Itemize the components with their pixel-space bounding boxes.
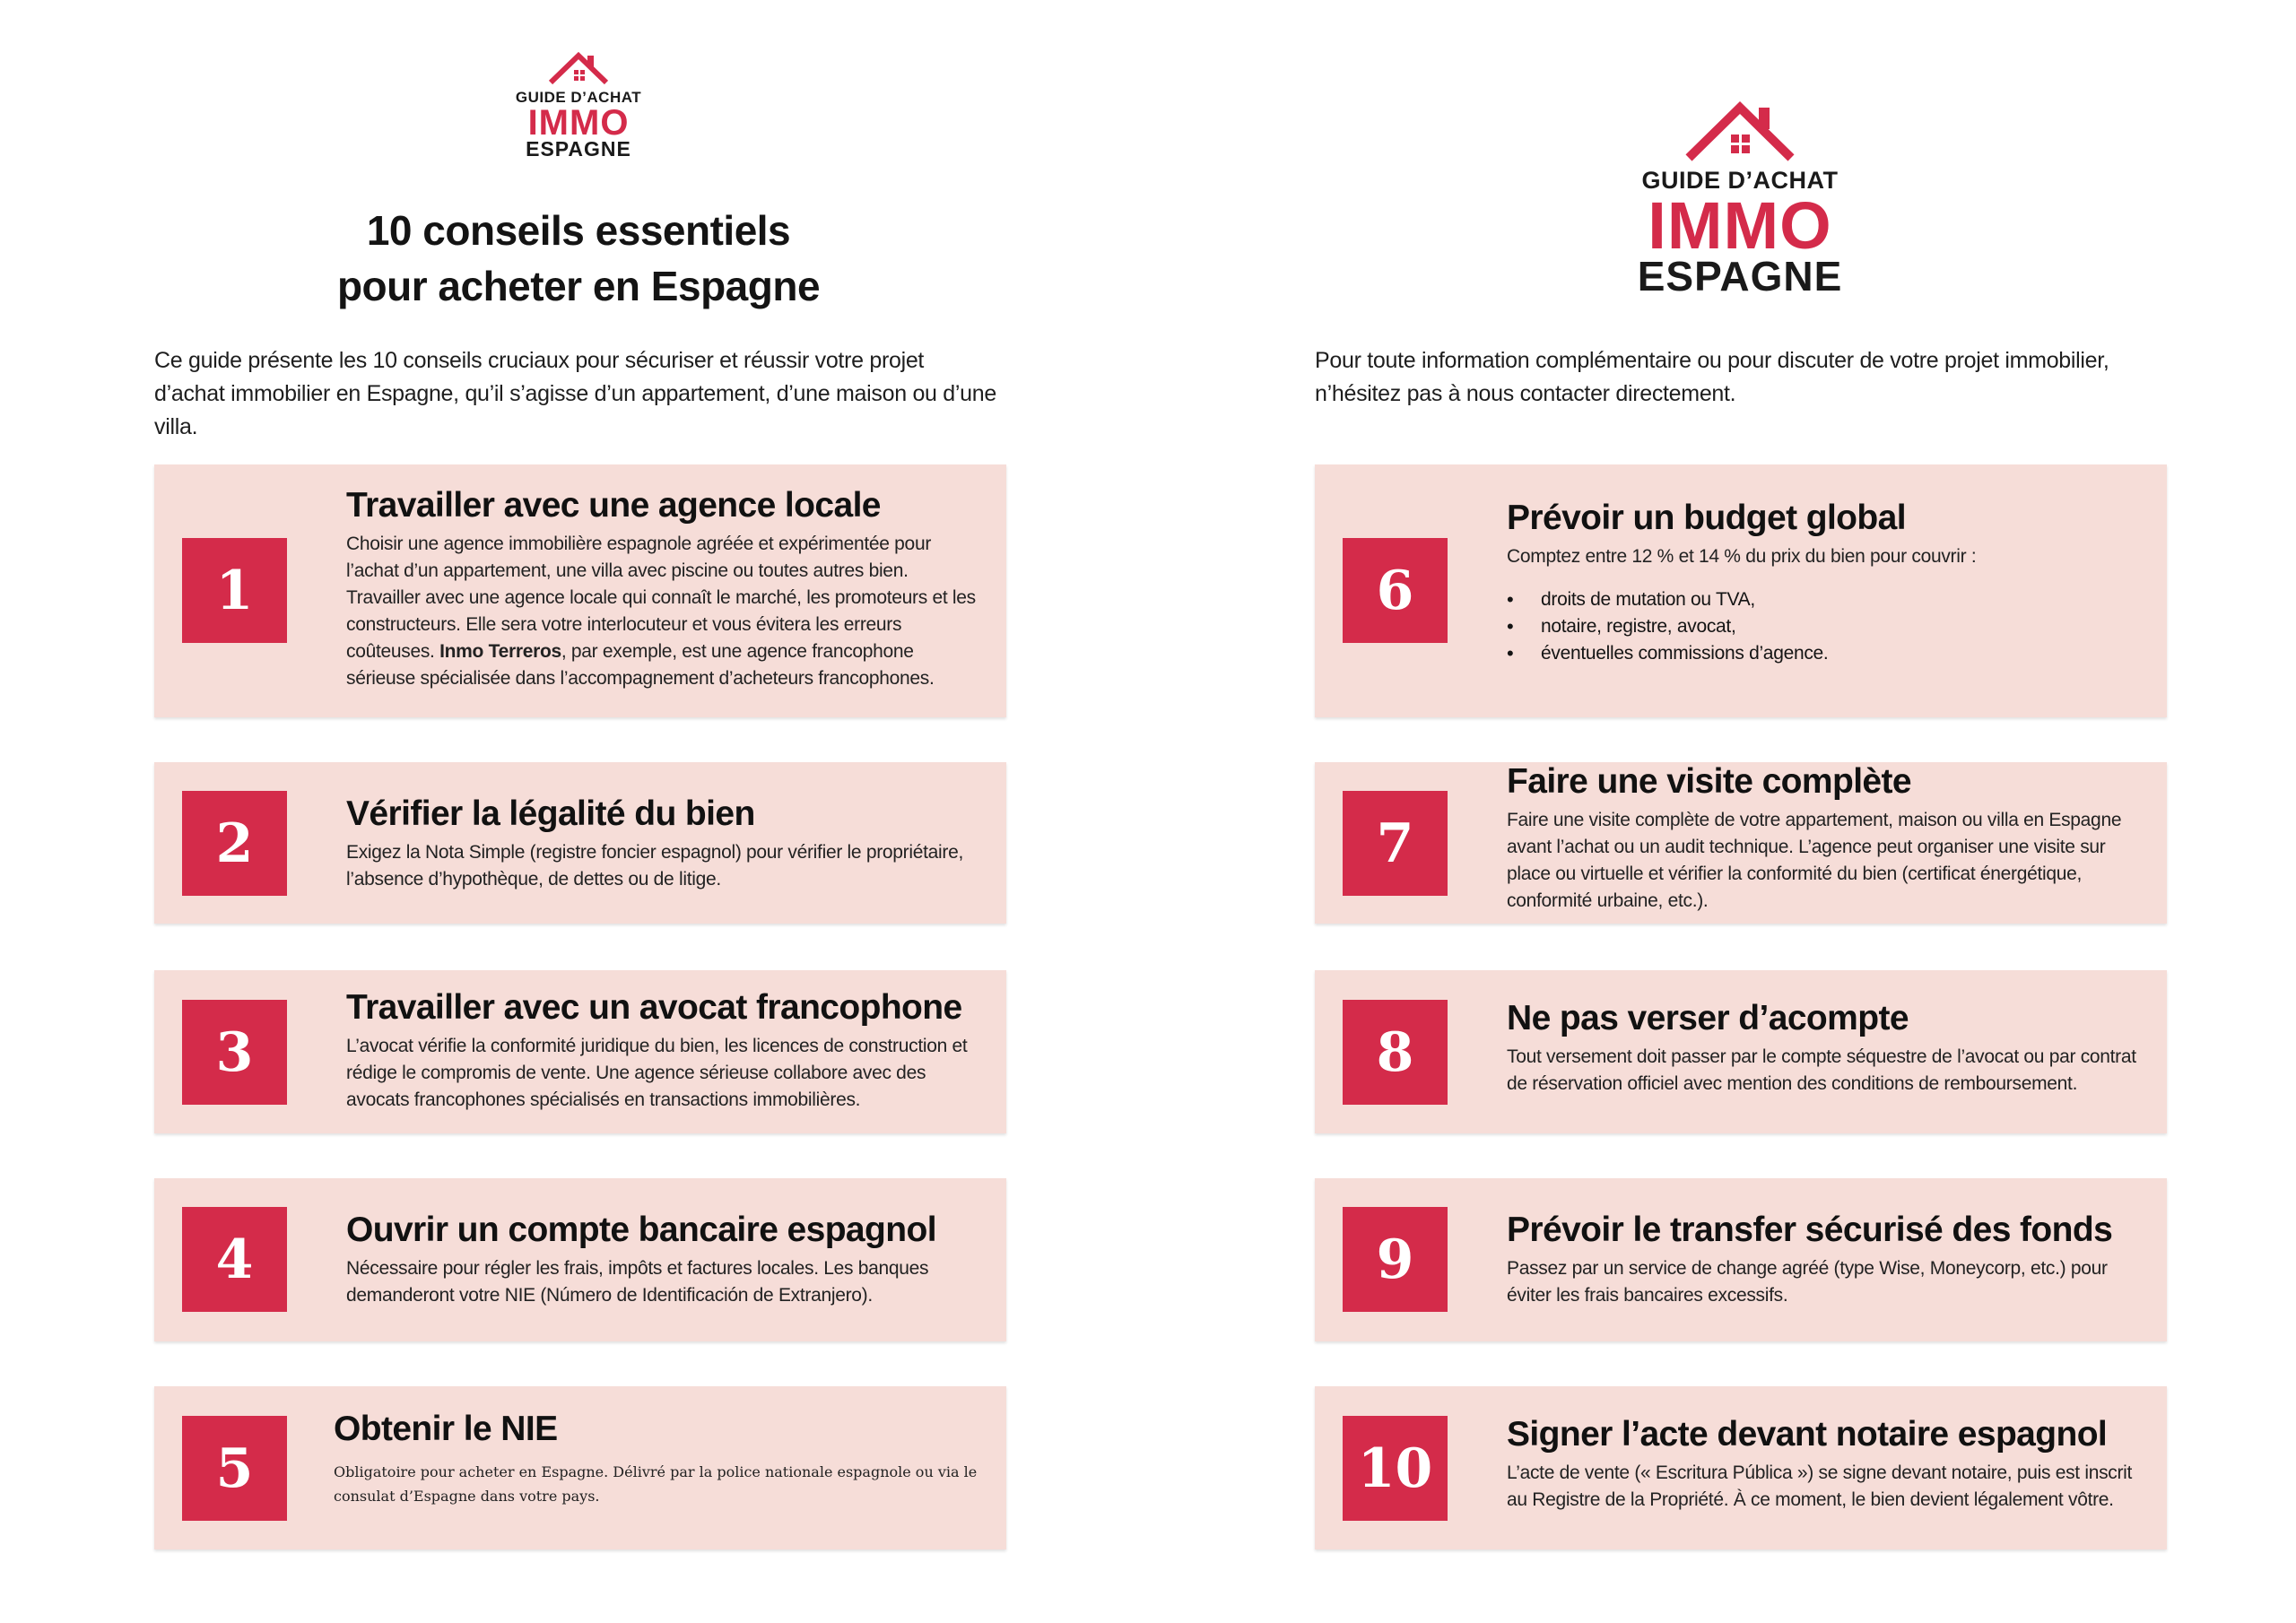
tip-card — [1315, 1386, 2167, 1549]
logo-line-1: GUIDE D’ACHAT — [1641, 167, 1839, 194]
logo-line-3: ESPAGNE — [526, 137, 631, 161]
brand-logo-small — [502, 50, 655, 160]
logo-line-2: IMMO — [527, 103, 630, 143]
tip-number: 1 — [182, 538, 287, 643]
list-item: • éventuelles commissions d’agence. — [1507, 640, 2140, 667]
page-title-line-2: pour acheter en Espagne — [336, 263, 821, 309]
tip-text: Exigez la Nota Simple (registre foncier espagnol) pour vérifier le propriétaire, l’absence d’hypothèque, de dettes ou de litige. — [346, 842, 963, 890]
list-item: • notaire, registre, avocat, — [1507, 613, 2140, 640]
tip-card — [154, 1386, 1006, 1549]
tip-title: Prévoir un budget global — [1507, 499, 1906, 537]
tip-title: Travailler avec une agence locale — [346, 486, 881, 525]
logo-line-2: IMMO — [1648, 188, 1832, 263]
tip-number: 4 — [182, 1207, 287, 1312]
tip-text: Tout versement doit passer par le compte séquestre de l’avocat ou par contrat de réservation officiel avec mention des conditions de remboursement. — [1507, 1046, 2136, 1094]
house-icon — [1605, 97, 1874, 165]
tip-number: 2 — [182, 791, 287, 896]
tip-title: Ne pas verser d’acompte — [1507, 999, 1909, 1037]
tip-text-part: , par exemple, est une agence francophone sérieuse spécialisée dans l’accompagnement d’acheteurs francophones. — [346, 641, 935, 689]
tip-card — [1315, 970, 2167, 1133]
tip-title: Vérifier la légalité du bien — [346, 794, 755, 833]
tip-text: Faire une visite complète de votre appartement, maison ou villa en Espagne avant l’achat ou un audit technique. L’agence peut organiser une visite sur place ou virtuelle et vérifier la conformité du bien (certificat énergétique, conformité urbaine, etc.). — [1507, 810, 2122, 911]
agency-name: Inmo Terreros — [439, 641, 561, 662]
tip-text: Obligatoire pour acheter en Espagne. Délivré par la police nationale espagnole ou via le consulat d’Espagne dans votre pays. — [334, 1463, 978, 1505]
logo-line-1: GUIDE D’ACHAT — [515, 89, 642, 106]
tip-title: Obtenir le NIE — [334, 1410, 558, 1448]
tip-card — [154, 464, 1006, 717]
tip-text — [346, 531, 979, 692]
tip-card — [154, 970, 1006, 1133]
tip-card — [1315, 762, 2167, 924]
list-item: • droits de mutation ou TVA, — [1507, 586, 2140, 613]
tip-number: 5 — [182, 1416, 287, 1521]
tip-text: Passez par un service de change agréé (type Wise, Moneycorp, etc.) pour éviter les frais bancaires excessifs. — [1507, 1258, 2108, 1306]
tip-text: L’acte de vente (« Escritura Pública ») se signe devant notaire, puis est inscrit au Registre de la Propriété. À ce moment, le bien devient légalement vôtre. — [1507, 1462, 2133, 1510]
tip-text-part: Choisir une agence immobilière espagnole agréée et expérimentée pour l’achat d’un appartement, une villa avec piscine ou toutes autres bien. Travailler avec une agence locale qui connaît le marché, les promoteurs et les constructeurs. Elle sera votre interlocuteur et vous évitera les erreurs coûteuses. — [346, 534, 976, 662]
contact-paragraph: Pour toute information complémentaire ou pour discuter de votre projet immobilier, n’hésitez pas à nous contacter directement. — [1315, 348, 2109, 406]
tip-card — [1315, 464, 2167, 717]
tip-number: 3 — [182, 1000, 287, 1105]
page-title-line-1: 10 conseils essentiels — [366, 207, 791, 254]
cost-list — [1507, 586, 2140, 667]
tip-card — [1315, 1178, 2167, 1341]
tip-text: Nécessaire pour régler les frais, impôts et factures locales. Les banques demanderont votre NIE (Número de Identificación de Extranjero). — [346, 1258, 929, 1306]
brand-logo-large — [1605, 97, 1874, 297]
tip-number: 9 — [1343, 1207, 1448, 1312]
page-title — [224, 203, 933, 314]
tip-number: 7 — [1343, 791, 1448, 896]
tip-title: Travailler avec un avocat francophone — [346, 988, 962, 1027]
tip-number: 10 — [1343, 1416, 1448, 1521]
tip-text: Comptez entre 12 % et 14 % du prix du bien pour couvrir : — [1507, 546, 1977, 567]
intro-paragraph: Ce guide présente les 10 conseils cruciaux pour sécuriser et réussir votre projet d’achat immobilier en Espagne, qu’il s’agisse d’un appartement, d’une maison ou d’une villa. — [154, 348, 996, 439]
house-icon — [502, 50, 655, 86]
tip-title: Signer l’acte devant notaire espagnol — [1507, 1415, 2108, 1454]
tip-title: Faire une visite complète — [1507, 762, 1912, 801]
tip-number: 6 — [1343, 538, 1448, 643]
tip-text: L’avocat vérifie la conformité juridique du bien, les licences de construction et rédige le compromis de vente. Une agence sérieuse collabore avec des avocats francophones spécialisés en transactions immobilières. — [346, 1036, 968, 1110]
tip-title: Prévoir le transfer sécurisé des fonds — [1507, 1211, 2113, 1249]
logo-line-3: ESPAGNE — [1637, 253, 1843, 299]
tip-number: 8 — [1343, 1000, 1448, 1105]
tip-title: Ouvrir un compte bancaire espagnol — [346, 1211, 936, 1249]
tip-card — [154, 1178, 1006, 1341]
tip-card — [154, 762, 1006, 924]
